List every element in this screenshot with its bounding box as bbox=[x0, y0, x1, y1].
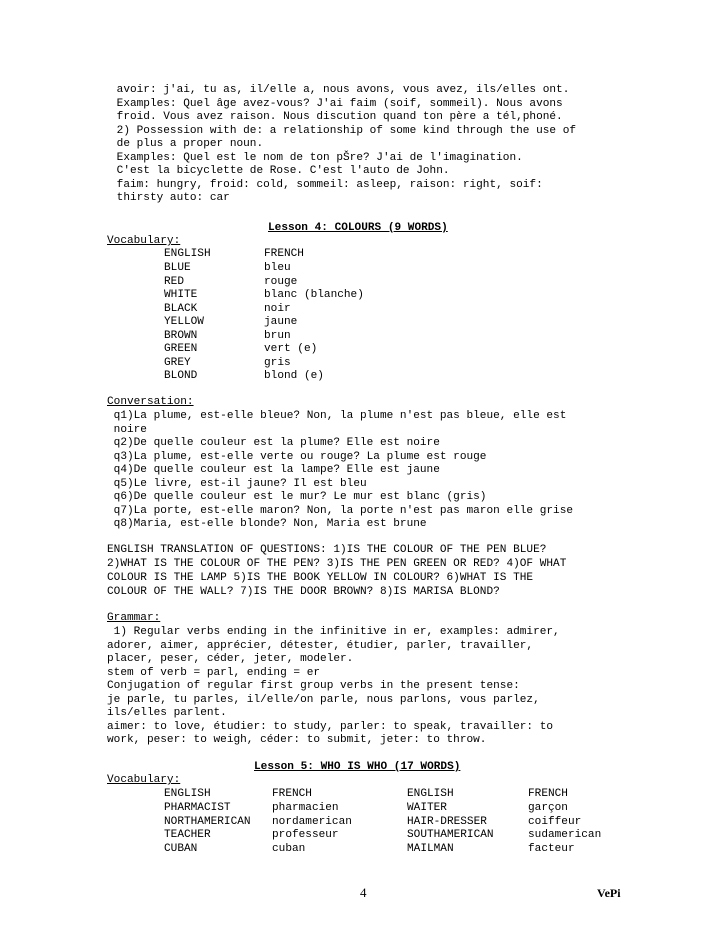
grammar-line: ils/elles parlent. bbox=[107, 707, 227, 719]
intro-line: froid. Vous avez raison. Nous discution quand ton père a tél,phoné. bbox=[110, 111, 563, 123]
vocab-french: garçon bbox=[528, 802, 568, 814]
grammar-line: je parle, tu parles, il/elle/on parle, nous parlons, vous parlez, bbox=[107, 693, 540, 706]
translation-line: 2)WHAT IS THE COLOUR OF THE PEN? 3)IS THE PEN GREEN OR RED? 4)OF WHAT bbox=[107, 558, 567, 570]
grammar-heading: Grammar: bbox=[107, 612, 161, 624]
vocab-english: PHARMACIST bbox=[164, 802, 231, 814]
vocab-french: pharmacien bbox=[272, 802, 339, 814]
intro-line: avoir: j'ai, tu as, il/elle a, nous avons, vous avez, ils/elles ont. bbox=[110, 84, 570, 96]
vocab-english: GREY bbox=[164, 356, 191, 369]
vocab-english: SOUTHAMERICAN bbox=[407, 829, 494, 841]
conversation-line: q3)La plume, est-elle verte ou rouge? La plume est rouge bbox=[107, 450, 487, 463]
lesson-5-title: Lesson 5: WHO IS WHO (17 WORDS) bbox=[254, 761, 461, 773]
grammar-line: work, peser: to weigh, céder: to submit, jeter: to throw. bbox=[107, 734, 487, 746]
grammar-line: stem of verb = parl, ending = er bbox=[107, 666, 321, 679]
vocab-french: brun bbox=[264, 329, 291, 342]
vocab-header: FRENCH bbox=[264, 248, 304, 260]
conversation-line: q2)De quelle couleur est la plume? Elle est noire bbox=[107, 437, 440, 449]
grammar-line: Conjugation of regular first group verbs in the present tense: bbox=[107, 680, 520, 692]
vocab-english: TEACHER bbox=[164, 829, 211, 841]
conversation-line: q7)La porte, est-elle maron? Non, la porte n'est pas maron elle grise bbox=[107, 504, 574, 517]
conversation-line: q5)Le livre, est-il jaune? Il est bleu bbox=[107, 477, 367, 490]
vocab-french: sudamerican bbox=[528, 829, 602, 841]
intro-line: 2) Possession with de: a relationship of some kind through the use of bbox=[110, 124, 577, 137]
vocab-english: CUBAN bbox=[164, 842, 198, 855]
translation-line: ENGLISH TRANSLATION OF QUESTIONS: 1)IS THE COLOUR OF THE PEN BLUE? bbox=[107, 544, 547, 556]
vocab-french: nordamerican bbox=[272, 815, 352, 828]
intro-line: thirsty auto: car bbox=[110, 192, 230, 204]
vocab-english: GREEN bbox=[164, 343, 198, 355]
intro-line: de plus a proper noun. bbox=[110, 138, 264, 150]
vocab-french: blond (e) bbox=[264, 370, 324, 382]
vocab-french: noir bbox=[264, 302, 291, 315]
vocab-french: vert (e) bbox=[264, 343, 318, 355]
vocab-french: gris bbox=[264, 356, 291, 369]
vocabulary-heading: Vocabulary: bbox=[107, 235, 181, 247]
signature: VePi bbox=[597, 886, 621, 900]
vocab-french: coiffeur bbox=[528, 815, 582, 828]
vocab-english: BLOND bbox=[164, 370, 198, 382]
vocab-english: NORTHAMERICAN bbox=[164, 815, 251, 828]
translation-line: COLOUR OF THE WALL? 7)IS THE DOOR BROWN? 8)IS MARISA BLOND? bbox=[107, 586, 500, 598]
intro-line: C'est la bicyclette de Rose. C'est l'auto de John. bbox=[110, 165, 450, 177]
conversation-line: q8)Maria, est-elle blonde? Non, Maria est brune bbox=[107, 518, 427, 530]
vocab-french: cuban bbox=[272, 842, 306, 855]
lesson-4-title: Lesson 4: COLOURS (9 WORDS) bbox=[268, 222, 448, 234]
vocab-english: RED bbox=[164, 275, 184, 288]
vocab-french: facteur bbox=[528, 842, 575, 855]
conversation-heading: Conversation: bbox=[107, 396, 194, 408]
vocab-english: WHITE bbox=[164, 289, 198, 301]
vocab-french: professeur bbox=[272, 829, 339, 841]
intro-line: Examples: Quel est le nom de ton pŠre? J'ai de l'imagination. bbox=[110, 151, 523, 164]
vocab-french: jaune bbox=[264, 316, 298, 328]
vocab-header: FRENCH bbox=[272, 788, 312, 800]
vocab-header: ENGLISH bbox=[164, 248, 211, 260]
conversation-line: q6)De quelle couleur est le mur? Le mur est blanc (gris) bbox=[107, 491, 487, 503]
vocab-english: BLUE bbox=[164, 262, 191, 274]
intro-line: faim: hungry, froid: cold, sommeil: asleep, raison: right, soif: bbox=[110, 178, 543, 191]
conversation-line: q1)La plume, est-elle bleue? Non, la plume n'est pas bleue, elle est bbox=[107, 410, 567, 422]
page-number: 4 bbox=[360, 885, 367, 900]
vocab-header: FRENCH bbox=[528, 788, 568, 800]
vocabulary-heading: Vocabulary: bbox=[107, 774, 181, 786]
grammar-line: placer, peser, céder, jeter, modeler. bbox=[107, 653, 354, 665]
vocab-french: bleu bbox=[264, 262, 291, 274]
vocab-english: HAIR-DRESSER bbox=[407, 815, 487, 828]
intro-line: Examples: Quel âge avez-vous? J'ai faim (soif, sommeil). Nous avons bbox=[110, 97, 563, 110]
vocab-english: YELLOW bbox=[164, 316, 204, 328]
grammar-line: 1) Regular verbs ending in the infinitive in er, examples: admirer, bbox=[107, 626, 560, 638]
grammar-line: adorer, aimer, apprécier, détester, étudier, parler, travailler, bbox=[107, 639, 534, 652]
vocab-french: blanc (blanche) bbox=[264, 289, 364, 301]
vocab-english: MAILMAN bbox=[407, 842, 454, 855]
vocab-header: ENGLISH bbox=[407, 788, 454, 800]
vocab-header: ENGLISH bbox=[164, 788, 211, 800]
vocab-french: rouge bbox=[264, 275, 298, 288]
translation-line: COLOUR IS THE LAMP 5)IS THE BOOK YELLOW IN COLOUR? 6)WHAT IS THE bbox=[107, 572, 534, 584]
conversation-line: noire bbox=[107, 423, 147, 436]
grammar-line: aimer: to love, étudier: to study, parler: to speak, travailler: to bbox=[107, 720, 554, 733]
conversation-line: q4)De quelle couleur est la lampe? Elle est jaune bbox=[107, 464, 440, 476]
vocab-english: BLACK bbox=[164, 302, 198, 315]
vocab-english: WAITER bbox=[407, 802, 447, 814]
vocab-english: BROWN bbox=[164, 329, 198, 342]
